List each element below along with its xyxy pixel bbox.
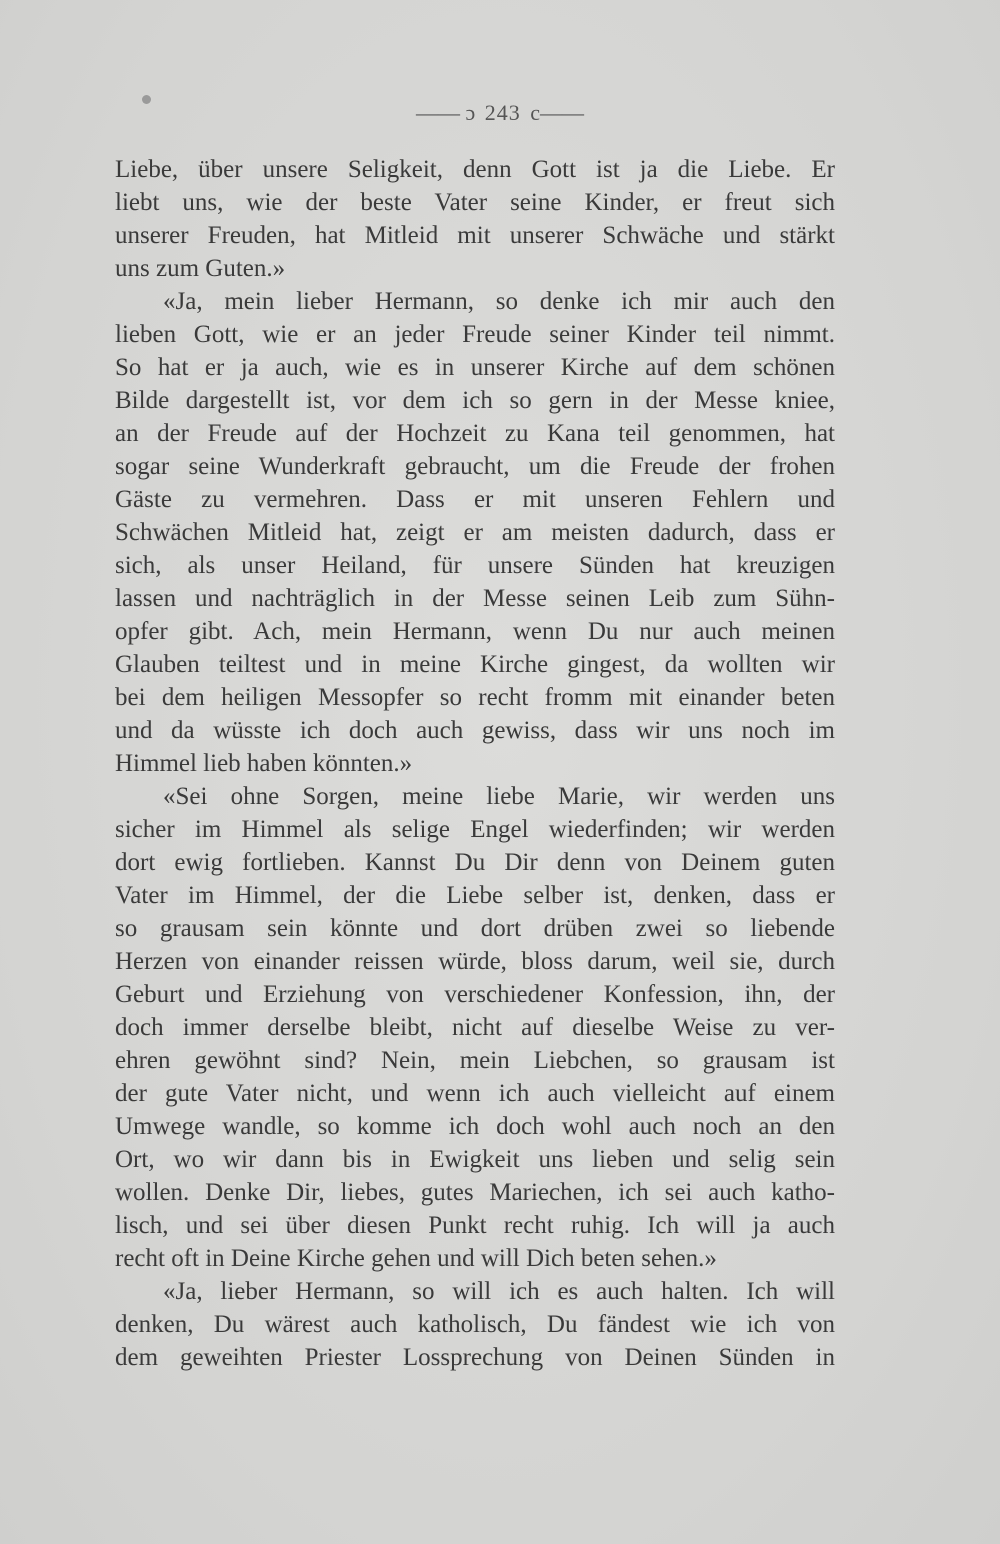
text-line: Herzen von einander reissen würde, bloss darum, weil sie, durch (115, 948, 835, 975)
text-line: «Ja, lieber Hermann, so will ich es auch halten. Ich will (163, 1278, 835, 1305)
text-line: liebt uns, wie der beste Vater seine Kinder, er freut sich (115, 189, 835, 216)
text-line: bei dem heiligen Messopfer so recht fromm mit einander beten (115, 684, 835, 711)
header-right-ornament: c—— (530, 100, 585, 125)
text-line: Geburt und Erziehung von verschiedener Konfession, ihn, der (115, 981, 835, 1008)
text-line: uns zum Guten.» (115, 255, 286, 282)
text-line: und da wüsste ich doch auch gewiss, dass wir uns noch im (115, 717, 835, 744)
text-line: Schwächen Mitleid hat, zeigt er am meisten dadurch, dass er (115, 519, 835, 546)
text-line: der gute Vater nicht, und wenn ich auch vielleicht auf einem (115, 1080, 835, 1107)
running-header (0, 98, 1000, 128)
text-line: «Sei ohne Sorgen, meine liebe Marie, wir werden uns (163, 783, 835, 810)
text-line: dem geweihten Priester Lossprechung von Deinen Sünden in (115, 1344, 835, 1371)
text-line: so grausam sein könnte und dort drüben zwei so liebende (115, 915, 835, 942)
text-line: sicher im Himmel als selige Engel wiederfinden; wir werden (115, 816, 835, 843)
text-line: unserer Freuden, hat Mitleid mit unserer Schwäche und stärkt (115, 222, 835, 249)
text-line: ehren gewöhnt sind? Nein, mein Liebchen, so grausam ist (115, 1047, 835, 1074)
text-line: Bilde dargestellt ist, vor dem ich so gern in der Messe kniee, (115, 387, 835, 414)
text-line: opfer gibt. Ach, mein Hermann, wenn Du nur auch meinen (115, 618, 835, 645)
text-line: Umwege wandle, so komme ich doch wohl auch noch an den (115, 1113, 835, 1140)
text-line: sogar seine Wunderkraft gebraucht, um die Freude der frohen (115, 453, 835, 480)
header-left-ornament: —— ɔ (415, 100, 476, 125)
text-line: dort ewig fortlieben. Kannst Du Dir denn von Deinem guten (115, 849, 835, 876)
text-line: sich, als unser Heiland, für unsere Sünden hat kreuzigen (115, 552, 835, 579)
text-line: Gäste zu vermehren. Dass er mit unseren Fehlern und (115, 486, 835, 513)
text-line: Ort, wo wir dann bis in Ewigkeit uns lieben und selig sein (115, 1146, 835, 1173)
text-line: So hat er ja auch, wie es in unserer Kirche auf dem schönen (115, 354, 835, 381)
text-line: an der Freude auf der Hochzeit zu Kana teil genommen, hat (115, 420, 835, 447)
text-line: denken, Du wärest auch katholisch, Du fändest wie ich von (115, 1311, 835, 1338)
body-text (115, 153, 835, 1374)
text-line: recht oft in Deine Kirche gehen und will Dich beten sehen.» (115, 1245, 717, 1272)
text-line: Glauben teiltest und in meine Kirche gingest, da wollten wir (115, 651, 835, 678)
text-line: «Ja, mein lieber Hermann, so denke ich mir auch den (163, 288, 835, 315)
text-line: lisch, und sei über diesen Punkt recht ruhig. Ich will ja auch (115, 1212, 835, 1239)
text-line: Himmel lieb haben könnten.» (115, 750, 413, 777)
text-line: Liebe, über unsere Seligkeit, denn Gott ist ja die Liebe. Er (115, 156, 835, 183)
text-line: lassen und nachträglich in der Messe seinen Leib zum Sühn- (115, 585, 835, 612)
text-line: Vater im Himmel, der die Liebe selber ist, denken, dass er (115, 882, 835, 909)
text-line: lieben Gott, wie er an jeder Freude seiner Kinder teil nimmt. (115, 321, 835, 348)
text-line: wollen. Denke Dir, liebes, gutes Mariechen, ich sei auch katho- (115, 1179, 835, 1206)
page-number: 243 (484, 100, 521, 125)
text-line: doch immer derselbe bleibt, nicht auf dieselbe Weise zu ver- (115, 1014, 835, 1041)
